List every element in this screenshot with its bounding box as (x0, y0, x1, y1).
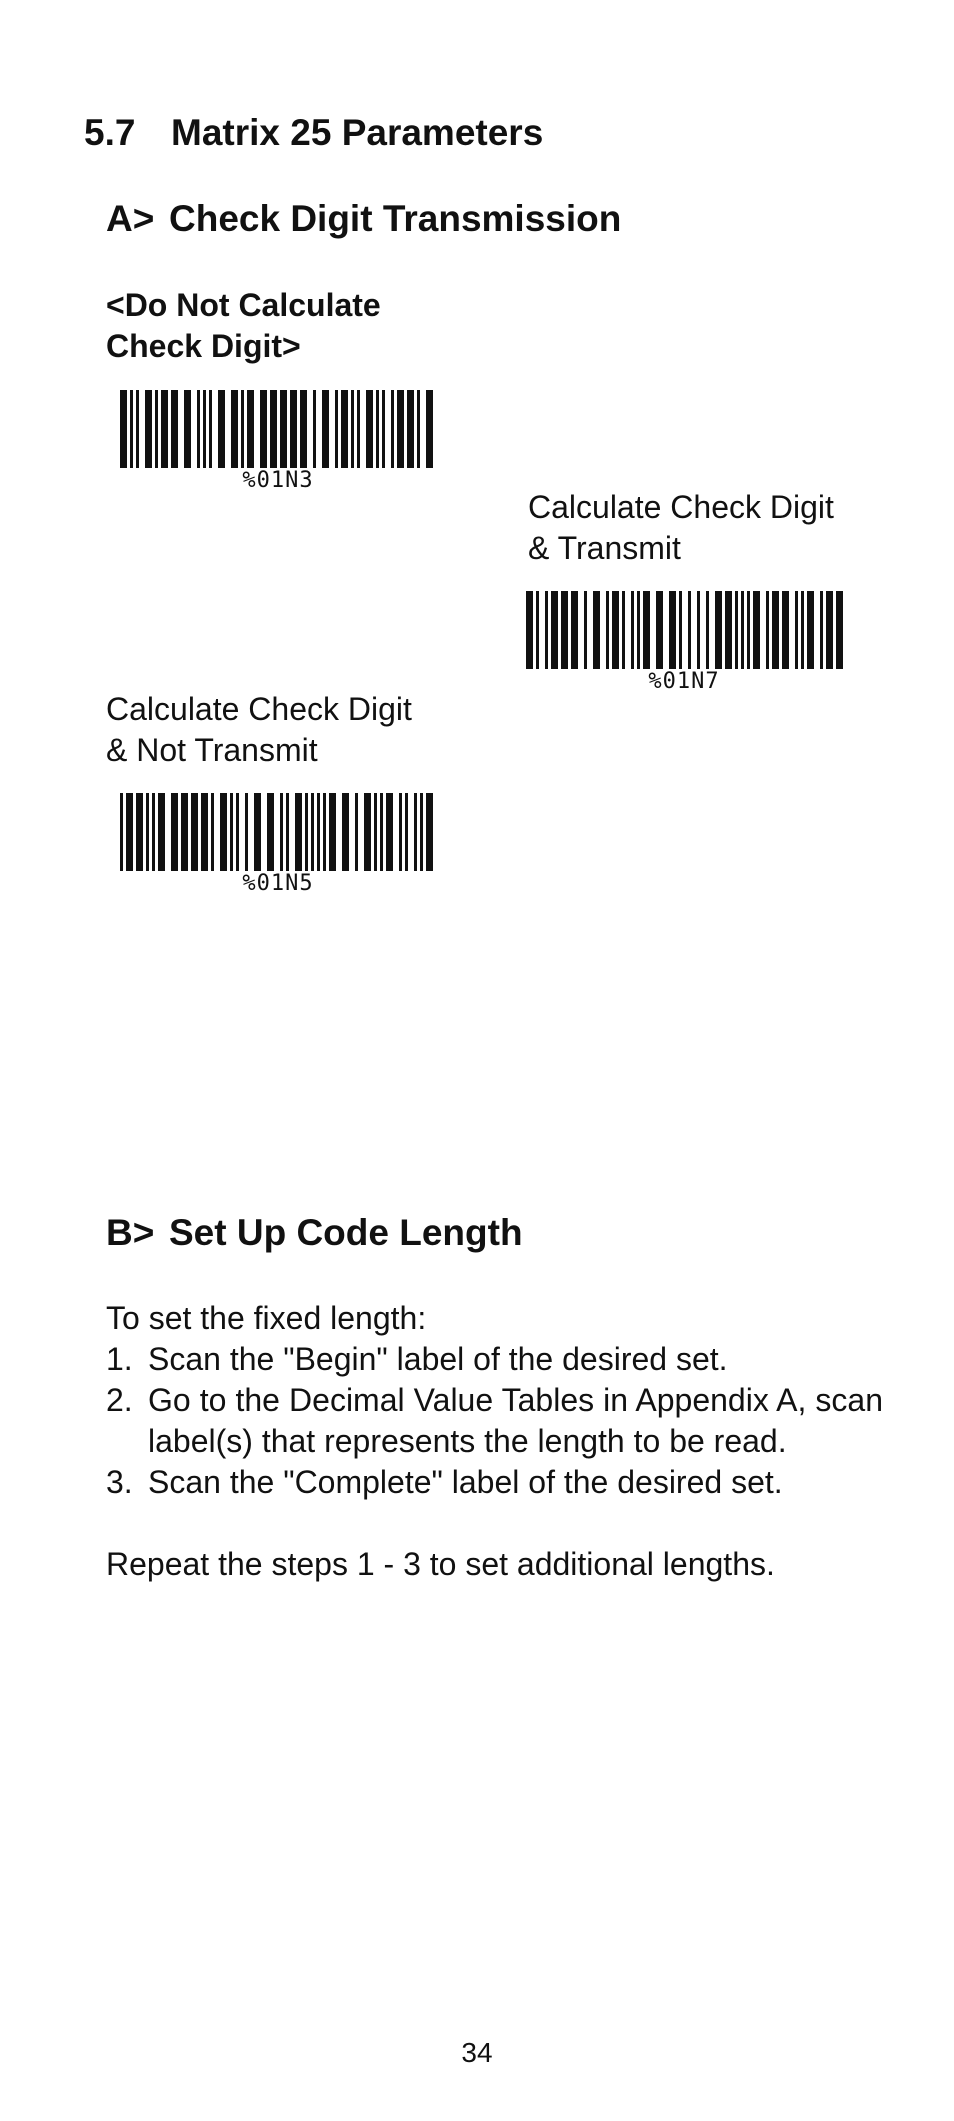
subsection-a-heading (106, 198, 621, 240)
barcode-calculate-transmit[interactable] (524, 591, 844, 693)
option-label-line: Check Digit> (106, 328, 301, 364)
option-calculate-not-transmit-label (106, 689, 412, 771)
option-label-line: <Do Not Calculate (106, 287, 381, 323)
step-text: Go to the Decimal Value Tables in Appendix A, scan label(s) that represents the length to be read. (148, 1382, 883, 1459)
barcode-text: %01N7 (648, 669, 720, 694)
option-label-line: Calculate Check Digit (106, 691, 412, 727)
step-text: Scan the "Begin" label of the desired set. (148, 1341, 728, 1377)
subsection-a-letter: A> (106, 198, 155, 239)
subsection-a-title: Check Digit Transmission (169, 198, 622, 239)
option-do-not-calculate-label (106, 285, 381, 367)
step-number: 2. (106, 1382, 133, 1418)
step-item (106, 1339, 866, 1380)
step-item (106, 1462, 866, 1503)
step-number: 1. (106, 1341, 133, 1377)
subsection-b-title: Set Up Code Length (169, 1212, 523, 1253)
barcode-bars (118, 793, 438, 873)
barcode-bars (118, 390, 438, 470)
section-heading (84, 112, 543, 154)
step-text: Scan the "Complete" label of the desired set. (148, 1464, 783, 1500)
page-number: 34 (461, 2037, 493, 2068)
barcode-text: %01N5 (242, 871, 314, 896)
instructions-intro: To set the fixed length: (106, 1300, 427, 1336)
option-label-line: Calculate Check Digit (528, 489, 834, 525)
subsection-b-letter: B> (106, 1212, 155, 1253)
option-label-line: & Transmit (528, 530, 681, 566)
barcode-calculate-not-transmit[interactable] (118, 793, 438, 895)
instructions-footer: Repeat the steps 1 - 3 to set additional lengths. (106, 1546, 775, 1582)
barcode-do-not-calculate[interactable] (118, 390, 438, 492)
option-label-line: & Not Transmit (106, 732, 318, 768)
section-title: Matrix 25 Parameters (171, 112, 544, 153)
step-number: 3. (106, 1464, 133, 1500)
step-item (106, 1380, 883, 1462)
code-length-instructions (106, 1298, 883, 1585)
option-calculate-transmit-label (528, 487, 834, 569)
barcode-bars (524, 591, 844, 671)
barcode-text: %01N3 (242, 468, 314, 493)
steps-list (106, 1339, 883, 1503)
section-number: 5.7 (84, 112, 136, 153)
subsection-b-heading (106, 1212, 523, 1254)
